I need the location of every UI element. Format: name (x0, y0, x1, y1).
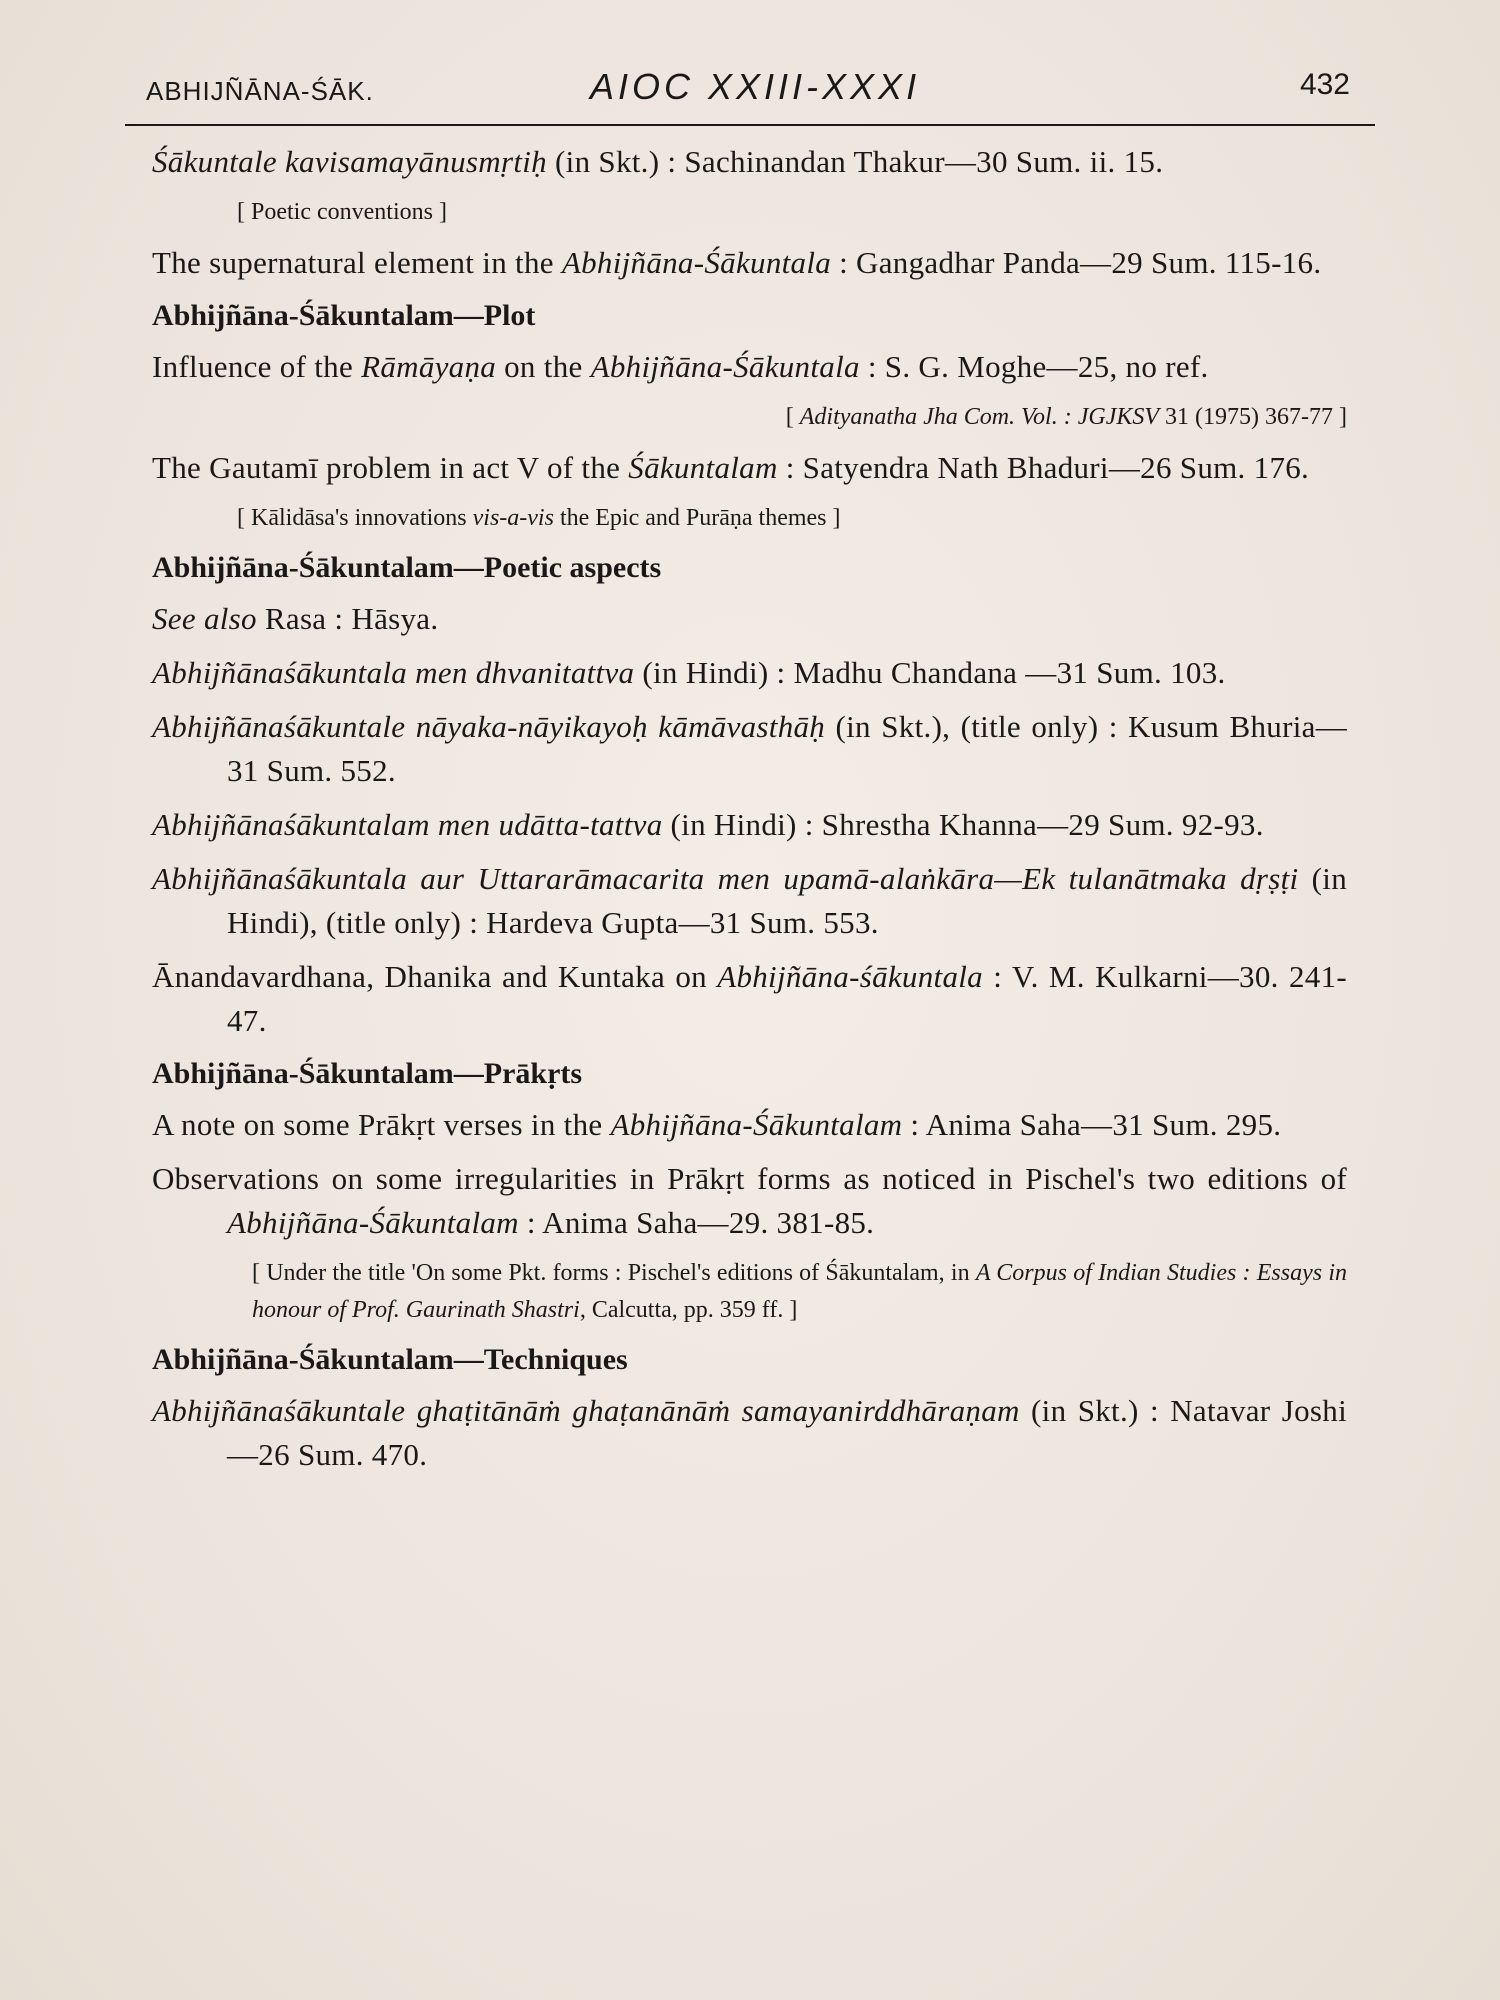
entry-title: Śākuntalam (628, 450, 778, 485)
entry-title: Abhijñānaśākuntale ghaṭitānāṁ ghaṭanānāṁ samayanirddhāraṇam (152, 1393, 1020, 1428)
entry-title: Abhijñānaśākuntale nāyaka-nāyikayoḥ kāmāvasthāḥ (152, 709, 826, 744)
entry-title: Abhijñānaśākuntala aur Uttararāmacarita men upamā-alaṅkāra—Ek tulanātmaka dṛṣṭi (152, 861, 1299, 896)
entry-mid: on the (496, 349, 591, 384)
index-entry (152, 345, 1347, 389)
section-heading: Abhijñāna-Śākuntalam—Plot (152, 299, 536, 332)
entry-lead: Ānandavardhana, Dhanika and Kuntaka on (152, 959, 718, 994)
entry-details: : Anima Saha—31 Sum. 295. (902, 1107, 1282, 1142)
entry-lead: Observations on some irregularities in Prākṛt forms as noticed in Pischel's two editions of (152, 1161, 1347, 1196)
entry-lead: A note on some Prākṛt verses in the (152, 1107, 611, 1142)
entry-note: [ Adityanatha Jha Com. Vol. : JGJKSV 31 (1975) 367-77 ] (785, 404, 1347, 430)
see-also-label: See also (152, 601, 257, 636)
running-header (140, 62, 1350, 112)
entry-details: : V. M. Kulkarni—30. 241-47. (227, 959, 1347, 1038)
section-heading: Abhijñāna-Śākuntalam—Techniques (152, 1343, 628, 1376)
entry-lead: Influence of the (152, 349, 362, 384)
entry-details: Rasa : Hāsya. (256, 601, 439, 636)
section-heading: Abhijñāna-Śākuntalam—Poetic aspects (152, 551, 662, 584)
index-entry (152, 241, 1347, 285)
entry-title-2: Abhijñāna-Śākuntala (590, 349, 860, 384)
note-italic: Adityanatha Jha Com. Vol. : JGJKSV (799, 404, 1160, 430)
index-entry (152, 1389, 1347, 1477)
note-rest: the Epic and Purāṇa themes ] (553, 505, 841, 531)
header-series-title: AIOC XXIII-XXXI (590, 66, 921, 107)
entry-title: Abhijñāna-Śākuntala (561, 245, 832, 280)
index-entry (152, 1103, 1347, 1147)
note-rest: , Calcutta, pp. 359 ff. ] (579, 1297, 798, 1323)
note-italic: vis-a-vis (472, 505, 554, 531)
entry-lead: The Gautamī problem in act V of the (152, 450, 629, 485)
index-entry (152, 705, 1347, 793)
entry-note (237, 500, 1347, 537)
note-rest: 31 (1975) 367-77 ] (1159, 404, 1347, 430)
index-entry (152, 651, 1347, 695)
entry-details: (in Hindi), (title only) : Hardeva Gupta—31 Sum. 553. (227, 861, 1347, 940)
entry-title: Rāmāyaṇa (361, 349, 497, 384)
index-entry (152, 446, 1347, 490)
note-lead: [ Under the title 'On some Pkt. forms : Pischel's editions of Śākuntalam, in (252, 1260, 976, 1286)
entry-details: (in Skt.), (title only) : Kusum Bhuria—31 Sum. 552. (227, 709, 1347, 788)
index-entry (152, 955, 1347, 1043)
note-lead: [ Kālidāsa's innovations (237, 505, 473, 531)
entry-details: : Satyendra Nath Bhaduri—26 Sum. 176. (777, 450, 1310, 485)
entry-details: (in Skt.) : Natavar Joshi—26 Sum. 470. (227, 1393, 1347, 1472)
entry-title: Śākuntale kavisamayānusmṛtiḥ (152, 144, 547, 179)
entry-title: Abhijñāna-Śākuntalam (610, 1107, 903, 1142)
entry-title: Abhijñāna-śākuntala (717, 959, 983, 994)
header-section-label: ABHIJÑĀNA-ŚĀK. (146, 76, 374, 106)
index-entry (152, 1157, 1347, 1245)
entry-lead: The supernatural element in the (152, 245, 562, 280)
index-entry (152, 803, 1347, 847)
index-entry (152, 140, 1347, 184)
section-heading: Abhijñāna-Śākuntalam—Prākṛts (152, 1057, 583, 1090)
header-rule (125, 124, 1375, 126)
entry-details: : Gangadhar Panda—29 Sum. 115-16. (831, 245, 1322, 280)
entry-title: Abhijñāna-Śākuntalam (227, 1205, 519, 1240)
index-content (152, 140, 1347, 1487)
entry-note (252, 1255, 1347, 1329)
page-number: 432 (1299, 68, 1350, 101)
entry-details: (in Skt.) : Sachinandan Thakur—30 Sum. ii. 15. (546, 144, 1164, 179)
entry-details: : S. G. Moghe—25, no ref. (859, 349, 1209, 384)
entry-title: Abhijñānaśākuntalam men udātta-tattva (152, 807, 663, 842)
note-italic: A Corpus of Indian Studies : Essays in honour of Prof. Gaurinath Shastri (252, 1260, 1348, 1323)
index-entry (152, 857, 1347, 945)
cross-reference (152, 597, 1347, 641)
entry-details: : Anima Saha—29. 381-85. (518, 1205, 875, 1240)
entry-note: [ Poetic conventions ] (237, 199, 447, 225)
entry-title: Abhijñānaśākuntala men dhvanitattva (152, 655, 635, 690)
entry-details: (in Hindi) : Madhu Chandana —31 Sum. 103. (634, 655, 1226, 690)
entry-details: (in Hindi) : Shrestha Khanna—29 Sum. 92-93. (662, 807, 1264, 842)
